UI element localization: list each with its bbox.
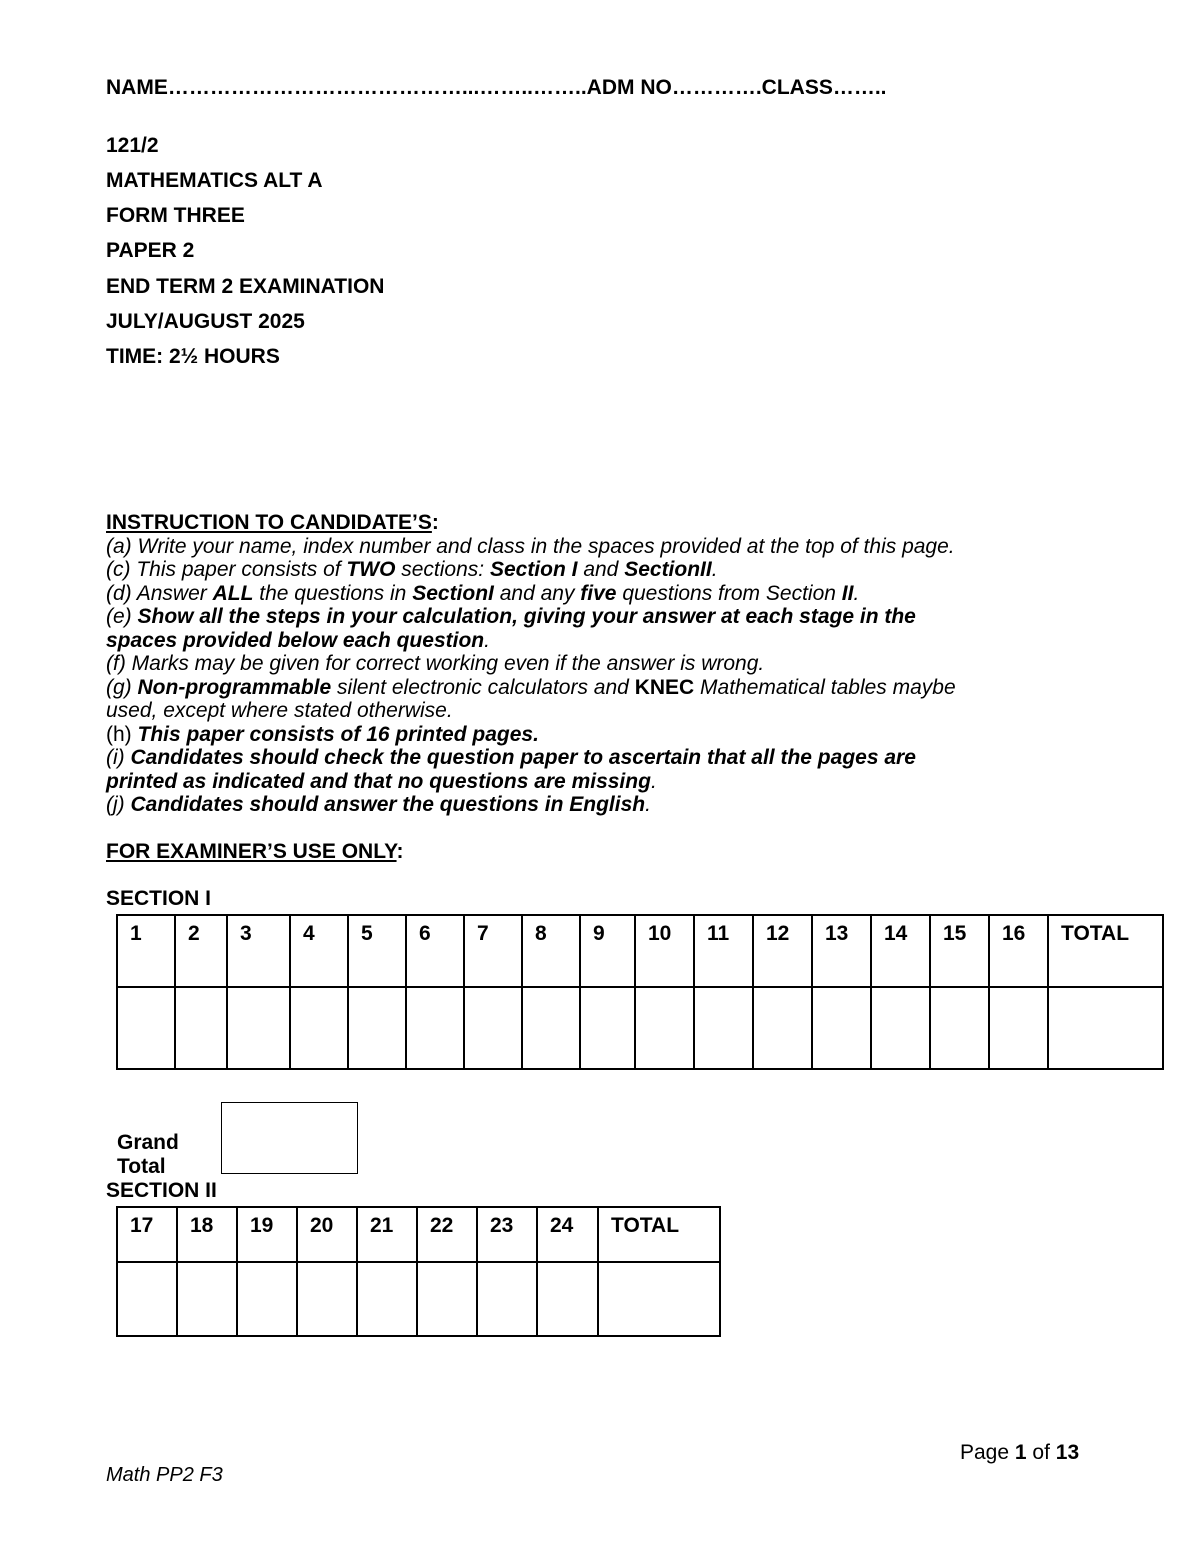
s1-header-cell: 6 <box>406 915 464 987</box>
s2-mark-cell[interactable] <box>117 1262 177 1336</box>
paper-number: PAPER 2 <box>106 239 195 262</box>
section-2-label: SECTION II <box>106 1179 217 1202</box>
s1-header-cell: 5 <box>348 915 406 987</box>
s1-header-cell: 9 <box>580 915 635 987</box>
section-1-marks-row <box>117 987 1163 1069</box>
s1-mark-cell[interactable] <box>290 987 348 1069</box>
instruction-e: (e) Show all the steps in your calculation, giving your answer at each stage in the <box>106 605 916 628</box>
exam-time: TIME: 2½ HOURS <box>106 345 280 368</box>
section-2-marks-row <box>117 1262 720 1336</box>
s2-header-cell: 17 <box>117 1207 177 1262</box>
s1-mark-cell[interactable] <box>406 987 464 1069</box>
s1-mark-cell[interactable] <box>464 987 522 1069</box>
s2-header-cell: 22 <box>417 1207 477 1262</box>
subject: MATHEMATICS ALT A <box>106 169 323 192</box>
s1-header-cell: 14 <box>871 915 930 987</box>
name-adm-class-line: NAME……………………………………...……..……..ADM NO………….CLASS…….. <box>106 76 887 99</box>
instructions-title: INSTRUCTION TO CANDIDATE’S: <box>106 511 439 534</box>
exam-name: END TERM 2 EXAMINATION <box>106 275 385 298</box>
instruction-i: (i) Candidates should check the question paper to ascertain that all the pages are <box>106 746 916 769</box>
instruction-g-cont: used, except where stated otherwise. <box>106 699 453 722</box>
instruction-i-cont: printed as indicated and that no questions are missing. <box>106 769 657 793</box>
s2-mark-cell[interactable] <box>357 1262 417 1336</box>
s2-header-cell: 21 <box>357 1207 417 1262</box>
s2-mark-cell[interactable] <box>297 1262 357 1336</box>
s1-mark-cell[interactable] <box>635 987 694 1069</box>
s2-mark-cell[interactable] <box>237 1262 297 1336</box>
s2-mark-cell[interactable] <box>417 1262 477 1336</box>
s2-header-cell: 24 <box>537 1207 598 1262</box>
s1-header-cell: 1 <box>117 915 175 987</box>
section-1-label: SECTION I <box>106 887 212 910</box>
s1-mark-cell[interactable] <box>175 987 227 1069</box>
s2-header-total-cell: TOTAL <box>598 1207 720 1262</box>
section-1-header-row <box>117 915 1163 987</box>
s1-mark-cell[interactable] <box>580 987 635 1069</box>
s1-header-cell: 4 <box>290 915 348 987</box>
s1-header-cell: 15 <box>930 915 989 987</box>
s2-mark-cell[interactable] <box>177 1262 237 1336</box>
form: FORM THREE <box>106 204 245 227</box>
instruction-j: (j) Candidates should answer the questions in English. <box>106 793 651 816</box>
instruction-c: (c) This paper consists of TWO sections: Section I and SectionII. <box>106 558 718 581</box>
s1-mark-cell[interactable] <box>812 987 871 1069</box>
s1-mark-cell[interactable] <box>227 987 290 1069</box>
s1-mark-cell[interactable] <box>348 987 406 1069</box>
examiner-title: FOR EXAMINER’S USE ONLY: <box>106 840 404 863</box>
instruction-g: (g) Non-programmable silent electronic calculators and KNEC Mathematical tables maybe <box>106 675 956 699</box>
page-number: Page 1 of 13 <box>960 1441 1080 1464</box>
s1-mark-cell[interactable] <box>930 987 989 1069</box>
section-1-marks-table <box>116 914 1164 1070</box>
s2-header-cell: 18 <box>177 1207 237 1262</box>
section-2-marks-table <box>116 1206 721 1337</box>
s1-header-cell: 12 <box>753 915 812 987</box>
s1-header-cell: 2 <box>175 915 227 987</box>
s1-header-total-cell: TOTAL <box>1048 915 1163 987</box>
s1-header-cell: 11 <box>694 915 753 987</box>
grand-total-box[interactable] <box>221 1102 358 1174</box>
instruction-f: (f) Marks may be given for correct working even if the answer is wrong. <box>106 652 765 675</box>
s1-total-cell[interactable] <box>1048 987 1163 1069</box>
paper-code: 121/2 <box>106 134 159 157</box>
s1-mark-cell[interactable] <box>871 987 930 1069</box>
exam-date: JULY/AUGUST 2025 <box>106 310 305 333</box>
section-2-header-row <box>117 1207 720 1262</box>
s2-header-cell: 19 <box>237 1207 297 1262</box>
footer-paper-code: Math PP2 F3 <box>106 1464 223 1486</box>
s2-header-cell: 23 <box>477 1207 537 1262</box>
s1-header-cell: 10 <box>635 915 694 987</box>
s1-mark-cell[interactable] <box>989 987 1048 1069</box>
s2-total-cell[interactable] <box>598 1262 720 1336</box>
s1-header-cell: 7 <box>464 915 522 987</box>
s1-header-cell: 8 <box>522 915 580 987</box>
s1-header-cell: 3 <box>227 915 290 987</box>
s1-header-cell: 13 <box>812 915 871 987</box>
s2-mark-cell[interactable] <box>477 1262 537 1336</box>
grand-total-label: Grand Total <box>117 1131 179 1178</box>
s1-header-cell: 16 <box>989 915 1048 987</box>
s1-mark-cell[interactable] <box>694 987 753 1069</box>
instruction-d: (d) Answer ALL the questions in SectionI and any five questions from Section II. <box>106 581 860 605</box>
s1-mark-cell[interactable] <box>522 987 580 1069</box>
s1-mark-cell[interactable] <box>117 987 175 1069</box>
instruction-e-cont: spaces provided below each question. <box>106 628 490 652</box>
s2-mark-cell[interactable] <box>537 1262 598 1336</box>
instructions <box>106 511 1086 817</box>
instruction-h: (h) This paper consists of 16 printed pages. <box>106 722 539 746</box>
instruction-a: (a) Write your name, index number and class in the spaces provided at the top of this page. <box>106 534 955 558</box>
s1-mark-cell[interactable] <box>753 987 812 1069</box>
s2-header-cell: 20 <box>297 1207 357 1262</box>
